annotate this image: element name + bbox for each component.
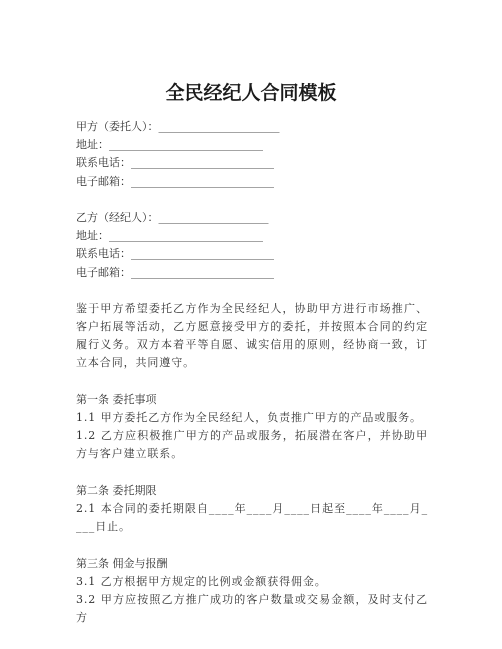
party-a-address-line: 地址：____________________________ [76,138,263,152]
article-3-heading: 第三条 佣金与报酬 [76,556,168,570]
party-a-phone-line: 联系电话：__________________________ [76,156,274,170]
party-b-email-line: 电子邮箱：__________________________ [76,265,274,279]
article-2-heading: 第二条 委托期限 [76,483,157,497]
article-1-item-1: 1.1 甲方委托乙方作为全民经纪人，负责推广甲方的产品或服务。 [76,411,422,425]
document-body [76,118,428,627]
document-title: 全民经纪人合同模板 [165,82,337,104]
article-2-item-1: 2.1 本合同的委托期限自____年____月____日起至____年____月____日止。 [76,502,428,534]
party-b-phone-line: 联系电话：__________________________ [76,247,274,261]
article-3-item-1: 3.1 乙方根据甲方规定的比例或金额获得佣金。 [76,574,327,588]
party-b-address-line: 地址：____________________________ [76,229,263,243]
article-1-heading: 第一条 委托事项 [76,392,157,406]
party-a-name-line: 甲方（委托人）：______________________ [76,120,280,133]
article-1-item-2: 1.2 乙方应积极推广甲方的产品或服务，拓展潜在客户，并协助甲方与客户建立联系。 [76,429,428,461]
party-a-email-line: 电子邮箱：__________________________ [76,174,274,188]
party-b-name-line: 乙方（经纪人）：____________________ [76,210,269,224]
preamble-paragraph: 鉴于甲方希望委托乙方作为全民经纪人，协助甲方进行市场推广、客户拓展等活动，乙方愿意接受甲方的委托，并按照本合同的约定履行义务。双方本着平等自愿、诚实信用的原则，经协商一致，订立本合同，共同遵守。 [76,301,428,370]
article-3-item-2: 3.2 甲方应按照乙方推广成功的客户数量或交易金额，及时支付乙方 [76,593,428,625]
